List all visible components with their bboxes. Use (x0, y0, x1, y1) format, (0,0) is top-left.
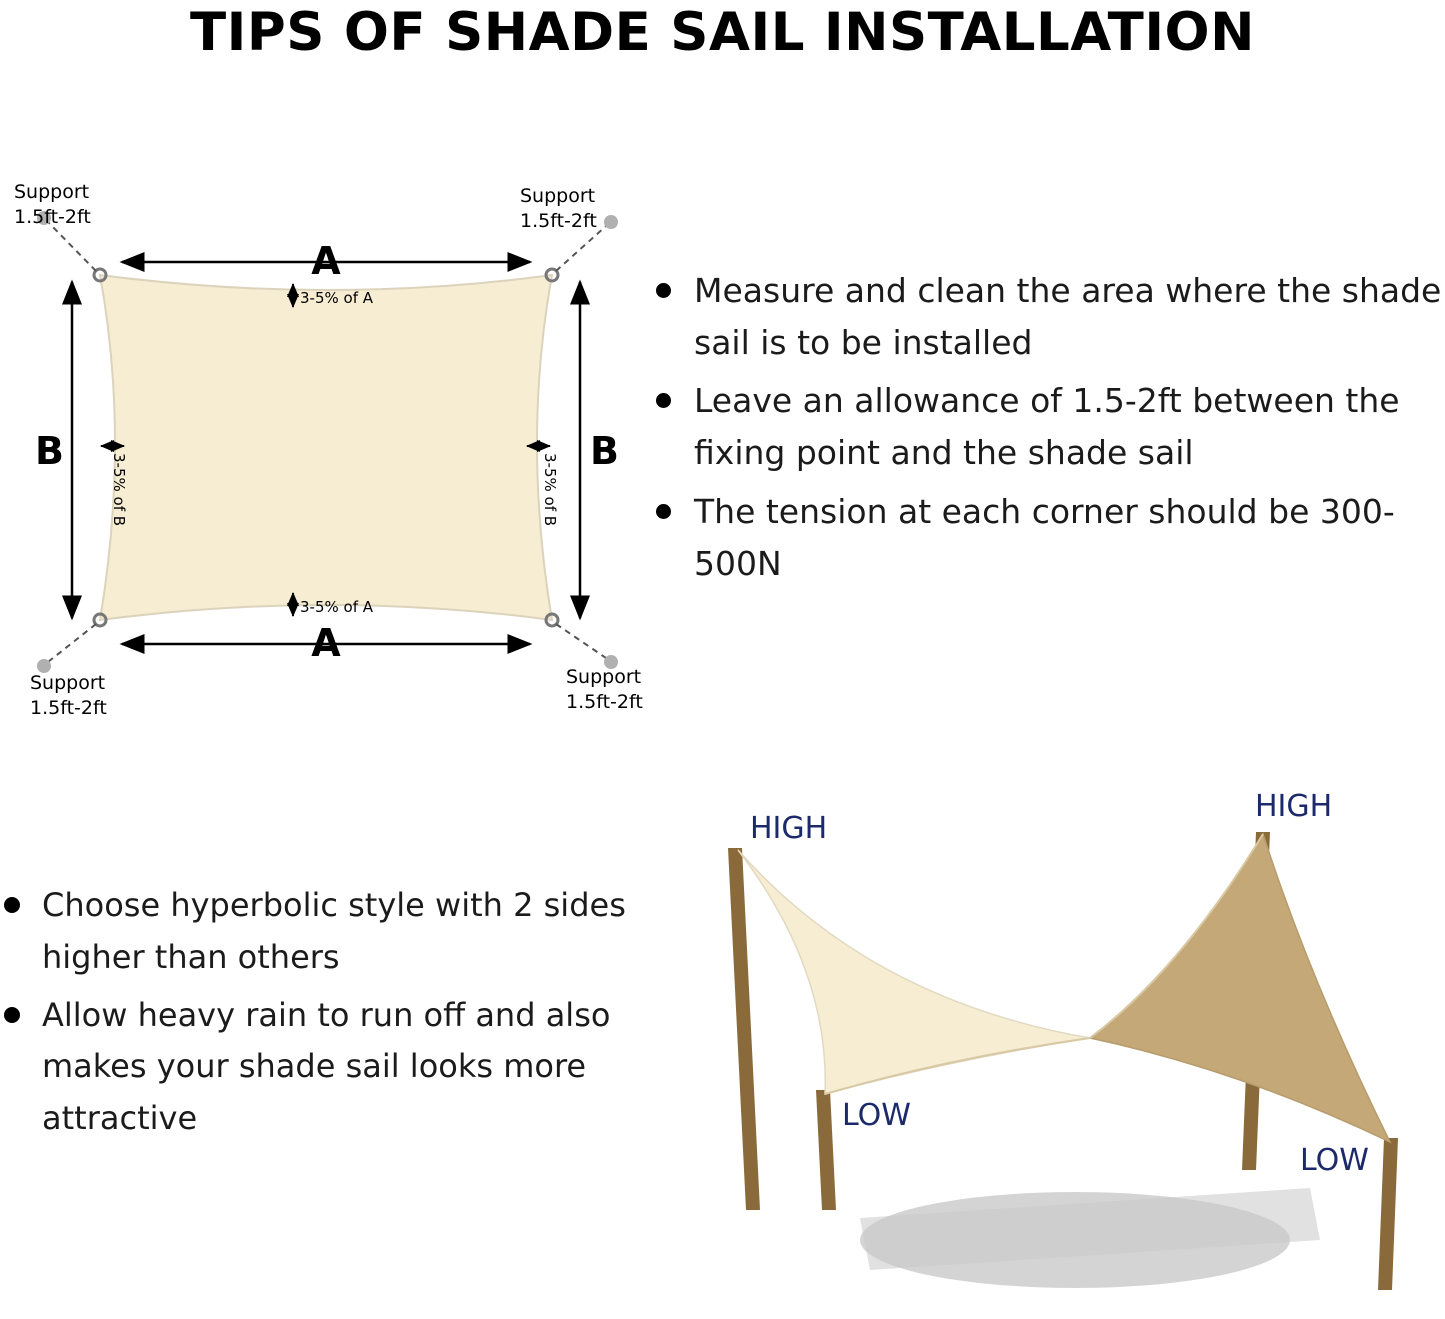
support-point (37, 659, 51, 673)
top-bullet-section (648, 265, 1445, 596)
support-line (556, 624, 606, 658)
bullet-dot-icon (656, 393, 671, 408)
label-high-left: HIGH (750, 811, 828, 846)
bullet-dot-icon (4, 897, 20, 913)
post-back-left (728, 848, 760, 1210)
support-label-bottom-right-name: Support (566, 666, 642, 688)
label-curve-right: 3-5% of B (541, 453, 559, 527)
bullet-text: Allow heavy rain to run off and also makes your shade sail looks more attractive (42, 995, 611, 1138)
support-label-top-right-distance: 1.5ft-2ft (520, 210, 597, 232)
sail-shape (100, 275, 552, 620)
support-line (48, 624, 96, 662)
support-label-bottom-left-distance: 1.5ft-2ft (30, 697, 107, 719)
bullet-dot-icon (656, 504, 671, 519)
hyperbolic-sail-diagram (620, 770, 1445, 1319)
bullet-text: The tension at each corner should be 300-500N (694, 491, 1395, 583)
support-line (556, 226, 606, 271)
support-label-bottom-left-name: Support (30, 672, 106, 694)
support-label-bottom-right-distance: 1.5ft-2ft (566, 691, 643, 713)
list-item (648, 265, 1445, 369)
support-line (48, 222, 96, 271)
label-curve-left: 3-5% of B (110, 453, 128, 527)
support-label-top-left-name: Support (14, 181, 90, 203)
support-label-top-right-name: Support (520, 185, 596, 207)
label-low-right: LOW (1300, 1143, 1369, 1178)
label-side-b-right: B (590, 429, 619, 473)
label-curve-bottom: 3-5% of A (300, 598, 374, 616)
page-title: TIPS OF SHADE SAIL INSTALLATION (190, 2, 1255, 63)
bullet-text: Leave an allowance of 1.5-2ft between the fixing point and the shade sail (694, 381, 1400, 473)
bottom-bullet-section (0, 880, 630, 1151)
top-bullet-list (648, 265, 1445, 590)
post-front-right (1378, 1138, 1398, 1290)
support-label-top-left-distance: 1.5ft-2ft (14, 206, 91, 228)
list-item (0, 990, 630, 1145)
bullet-dot-icon (656, 283, 671, 298)
bullet-text: Measure and clean the area where the shade sail is to be installed (694, 271, 1442, 363)
label-high-right: HIGH (1255, 789, 1333, 824)
label-side-b-left: B (35, 429, 64, 473)
list-item (648, 375, 1445, 479)
bullet-dot-icon (4, 1007, 20, 1023)
bullet-text: Choose hyperbolic style with 2 sides higher than others (42, 886, 626, 976)
post-front-left (816, 1090, 836, 1210)
list-item (0, 880, 630, 984)
rectangular-sail-diagram (0, 150, 660, 730)
list-item (648, 486, 1445, 590)
support-point (604, 215, 618, 229)
label-side-a-bottom: A (311, 621, 341, 665)
bottom-bullet-list (0, 880, 630, 1145)
label-curve-top: 3-5% of A (300, 289, 374, 307)
label-low-left: LOW (842, 1098, 911, 1133)
sail-panel-dark (1090, 834, 1390, 1142)
label-side-a-top: A (311, 239, 341, 283)
